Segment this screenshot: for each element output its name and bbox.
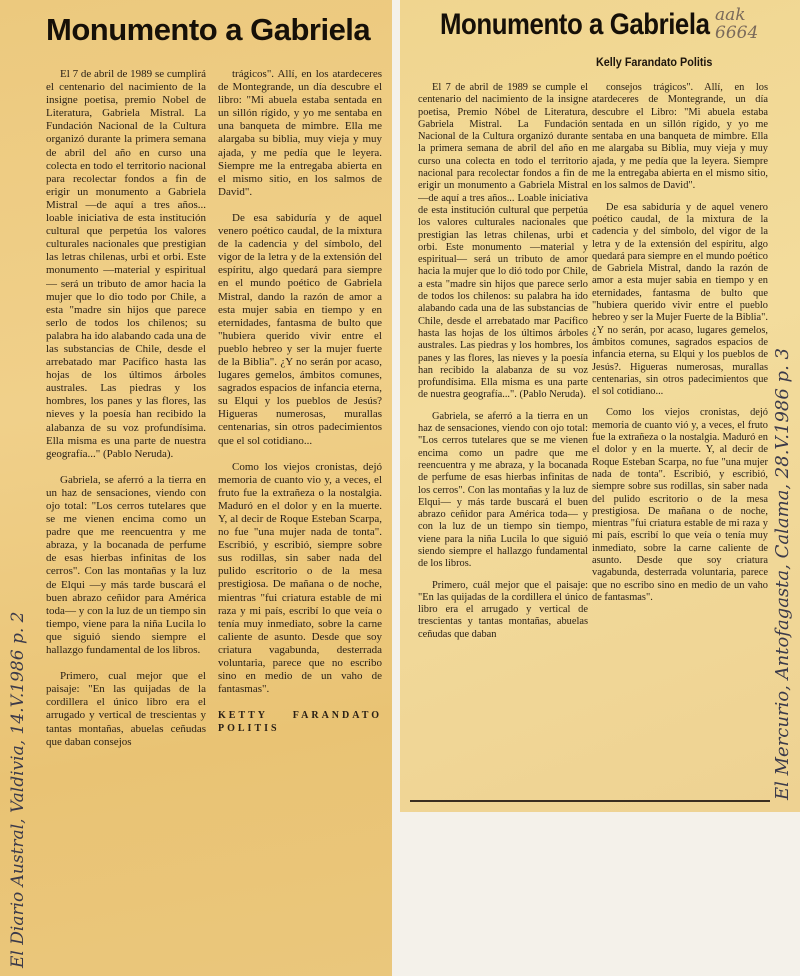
paragraph: Gabriela, se aferró a la tierra en un haz de sensaciones, viendo con ojo total: "Los cerros tutelares que se me vienen encima como un padre que me reencuentra y me abraza, y la bocanada de perfume de esas hierbas infinitas de los cerros". Con las montañas y la luz de Elqui— y más tarde buscará el buen abrazo ceñidor para América toda— y con la luz de un tiempo sin tiempo, viene para la niña Lucila lo que siguió siendo siempre el hallazgo fundamental de los libros.: [418, 410, 588, 570]
article-title: Monumento a Gabriela: [440, 8, 710, 41]
paragraph: El 7 de abril de 1989 se cumple el centenario del nacimiento de la insigne poetisa, Premio Nóbel de Literatura, Gabriela Mistral. La Fundación Nacional de la Cultura organizó durante la primera semana de abril del año en curso una colecta en todo el territorio nacional para recolectar fondos a fin de erigir un monumento a Gabriela Mistral —de aquí a tres años... Loable iniciativa de esta institución cultural que perpetúa los valores culturales nacionales que prestigian las letras chilenas, urbi et orbi. Este monumento —material y espiritual— será un tributo de amor hacia la mujer que lo dió todo por Chile, a esta "madre sin hijos que parece serlo de todos los chilenos: su palabra ha ido alabando cada una de las substancias de Chile, desde el arrebatado mar Pacífico hasta las hojas de los últimos árboles australes. Las piedras y los hombres, los panes y las flores, las nieves y la poesía han recibido la alabanza de su voz profundísima. Ella misma es una parte de nuestra geografía...". (Pablo Neruda).: [418, 82, 588, 401]
newspaper-clipping-right: [400, 0, 800, 812]
article-title: Monumento a Gabriela: [46, 12, 371, 47]
handwritten-catalog-number: aak 6664: [715, 5, 759, 43]
paragraph: Primero, cual mejor que el paisaje: "En las quijadas de la cordillera el único libro era el arrugado y vertical de trescientas y tantas montañas, abuelas ceñudas que daban consejos: [46, 670, 206, 748]
paragraph: Primero, cuál mejor que el paisaje: "En las quijadas de la cordillera el único libro era el arrugado y vertical de trescientas y tantas montañas, abuelas ceñudas que daban: [418, 579, 588, 640]
article-column-2: [218, 68, 382, 958]
paragraph: trágicos". Allí, en los atardeceres de Montegrande, un día descubre el libro: "Mi abuela estaba sentada en un sillón rígido, y yo me sentaba en una banqueta de mimbre. Ella me alargaba su biblia, muy vieja y muy ajada, y me pedía que le leyera. Siempre me la entregaba abierta en el mismo sitio, en los salmos de David".: [218, 68, 382, 198]
article-column-1: [46, 68, 206, 958]
handwritten-source-note: El Diario Austral, Valdivia, 14.V.1986 p. 2: [8, 611, 28, 968]
bottom-rule: [410, 800, 770, 802]
paragraph: De esa sabiduría y de aquel venero poético caudal, de la mixtura de la cadencia y del símbolo, del vigor de la letra y de la extensión del espíritu, algo quedará para siempre en el mundo poético de Gabriela Mistral, dando la razón de amor a esta mujer sabia en tiempo y en eternidades, fantasma de bulto que "hubiera querido vivir entre el pueblo hebreo y ser la mujer fuerte de la Biblia". ¿Y no serán por acaso, lugares gemelos, ámbitos comunes, sagrados espacios de infancia eterna, su Elqui y los pueblos de Jesús? Higueras numerosas, murallas centenarias, sin otros padecimientos que el sol cotidiano...: [218, 211, 382, 447]
handwritten-source-note: El Mercurio, Antofagasta, Calama, 28.V.1986 p. 3: [772, 348, 793, 800]
article-column-1: [418, 82, 588, 797]
paragraph: Como los viejos cronistas, dejó memoria de cuanto vió y, a veces, el fruto fue la extrañeza o la nostalgia. Maduró en el dolor y en la muerte. Y, al decir de Roque Esteban Scarpa, no fue "una mujer nada de tonta". Escribió, y escribió, siempre sobre sus rodillas, sin saber nada del pulido escritorio o de la mesa prestigiosa. De mañana o de noche, mientras "fui criatura estable de mi raza y mi país, escribí lo que veía o tenía muy inmediato, sobre la carne caliente de asunto. Desde que soy criatura vagabunda, desterrada voluntaria, parece que no escribo sino en medio de un vaho de fantasmas".: [592, 407, 768, 603]
author-signature: KETTY FARANDATO POLITIS: [218, 710, 382, 735]
paragraph: Gabriela, se aferró a la tierra en un haz de sensaciones, viendo con ojo total: "Los cerros tutelares que se me vienen encima como un padre que me reencuentra y me abraza, y la bocanada de perfume de esas hierbas infinitas de los cerros". Con las montañas y la luz de Elqui —y más tarde buscará el buen abrazo ceñidor para América toda— y con la luz de un tiempo sin tiempo, viene para la niña Lucila lo que siguió siendo siempre el hallazgo fundamental de los libros.: [46, 473, 206, 657]
paragraph: consejos trágicos". Allí, en los atardeceres de Montegrande, un día descubre el Libro: "Mi abuela estaba sentada en un sillón rígido, y yo me sentaba en una banqueta de mimbre. Ella me alargaba su Biblia, muy vieja y muy ajada, y me pedía que la leyera. Siempre me la entregaba abierta en el mismo sitio, en los salmos de David".: [592, 82, 768, 192]
paragraph: Como los viejos cronistas, dejó memoria de cuanto vio y, a veces, el fruto fue la extrañeza o la nostalgia. Maduró en el dolor y en la muerte. Y, al decir de Roque Esteban Scarpa, no fue "una mujer nada de tonta". Escribió, y escribió, siempre sobre sus rodillas, sin saber nada del pulido escritorio o de la mesa prestigiosa. De mañana o de noche, mientras "fui criatura estable de mi raza y mi país, escribí lo que veía o tenía muy inmediato, sobre la carne caliente de asunto. Desde que soy criatura vagabunda, desterrada voluntaria, parece que no escribo sino en medio de un vaho de fantasmas".: [218, 460, 382, 696]
newspaper-clipping-left: [0, 0, 392, 976]
paragraph: De esa sabiduría y de aquel venero poético caudal, de la mixtura de la cadencia y del símbolo, del vigor de la letra y de la extensión del espíritu, algo quedará para siempre en el mundo poético de Gabriela Mistral, dando la razón de amor a esta mujer sabia en tiempo y en eternidades, fantasma de bulto que "hubiera querido vivir entre el pueblo hebreo y ser la Mujer Fuerte de la Biblia". ¿Y no serán, por acaso, lugares gemelos, ámbitos comunes, sagrados espacios de infancia eterna, su Elqui y los pueblos de Jesús?. Higueras numerosas, murallas centenarias, sin otros padecimientos que el sol cotidiano...: [592, 201, 768, 398]
author-byline: Kelly Farandato Politis: [596, 55, 713, 69]
article-column-2: [592, 82, 768, 797]
paragraph: El 7 de abril de 1989 se cumplirá el centenario del nacimiento de la insigne poetisa, premio Nobel de Literatura, Gabriela Mistral. La Fundación Nacional de la Cultura organizó durante la primera semana de abril del año en curso una colecta en todo el territorio nacional para recolectar fondos a fin de erigir un monumento a Gabriela Mistral —de aquí a tres años... loable iniciativa de esta institución cultural que perpetúa los valores culturales nacionales que prestigian las letras chilenas, urbi et orbi. Este monumento —material y espiritual— será un tributo de amor hacia la mujer que lo dio todo por Chile, a esta "madre sin hijos que parece serlo de todos los chilenos; su palabra ha ido alabando cada una de las substancias de Chile, desde el arrebatado mar Pacífico hasta las hojas de los últimos árboles australes. Las piedras y los hombres, los panes y las flores, las nieves y la poesía han recibido la alabanza de su voz profundísima. Ella misma es una parte de nuestra geografía..." (Pablo Neruda).: [46, 68, 206, 460]
